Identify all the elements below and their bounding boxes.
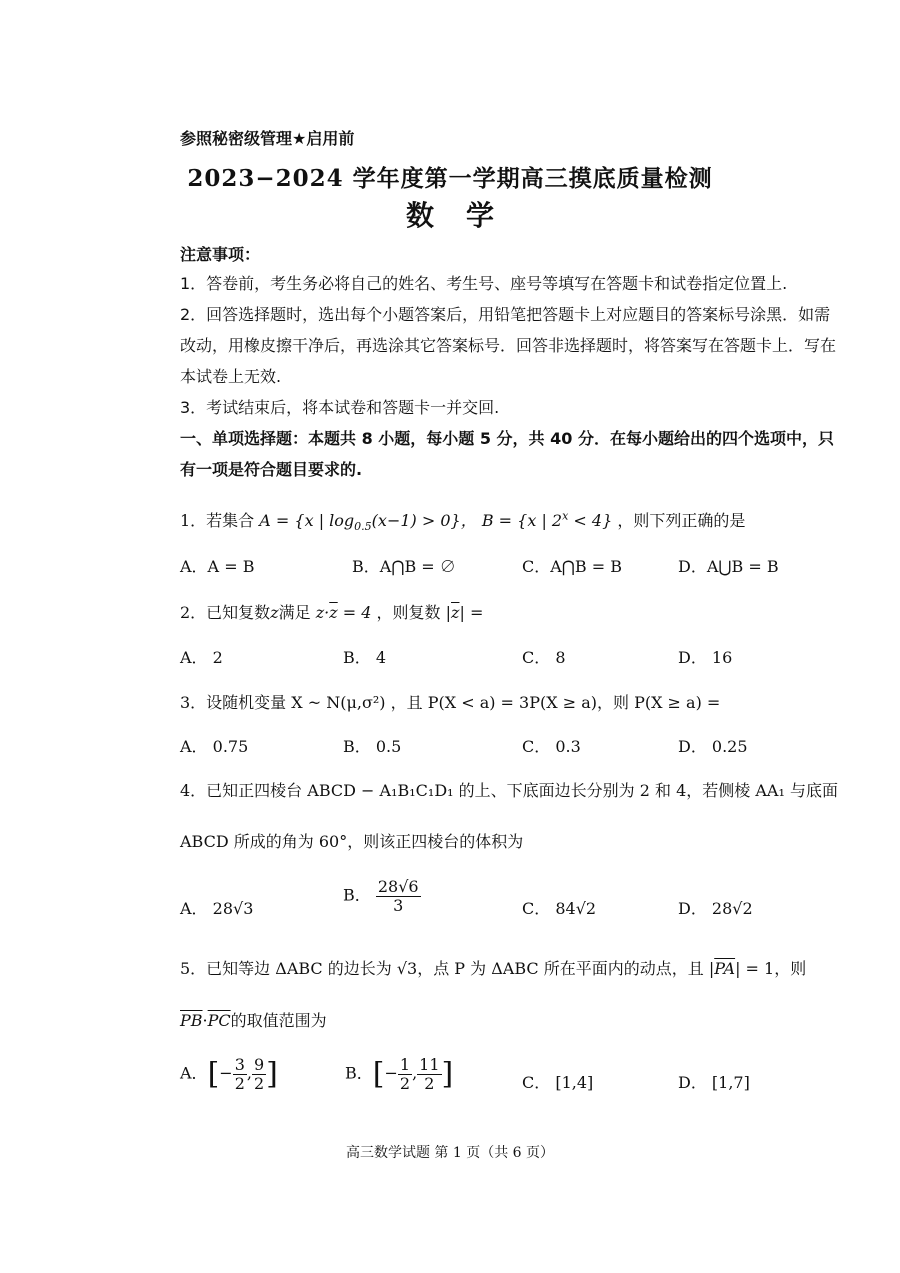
q2-option-b: B． 4 bbox=[343, 648, 387, 667]
exam-title: 2023−2024 学年度第一学期高三摸底质量检测 bbox=[187, 165, 713, 192]
page-footer: 高三数学试题 第 1 页（共 6 页） bbox=[345, 1145, 555, 1161]
question-5-line-1: 5．已知等边 ΔABC 的边长为 √3，点 P 为 ΔABC 所在平面内的动点，且 $|\overline{PA}| = 1$，则 bbox=[180, 959, 807, 978]
section-heading: 一、单项选择题：本题共 8 小题，每小题 5 分，共 40 分．在每小题给出的四个选项中，只有一项是符合题目要求的. bbox=[180, 429, 834, 479]
q3-option-d: D． 0.25 bbox=[678, 737, 748, 756]
q5-option-a: A．[− $\frac{3}{2}$ , $\frac{9}{2}$ ] bbox=[180, 1055, 278, 1093]
notice-item-1: 1．答卷前，考生务必将自己的姓名、考生号、座号等填写在答题卡和试卷指定位置上. bbox=[180, 274, 788, 293]
q2-option-c: C． 8 bbox=[522, 648, 566, 667]
q4-option-a: A． 28√3 bbox=[180, 899, 254, 918]
notice-item-3: 3．考试结束后，将本试卷和答题卡一并交回. bbox=[180, 398, 500, 417]
subject-title: 数 学 bbox=[405, 199, 495, 232]
question-2: 2．已知复数z满足 $z\cdot\overline{z} = 4$ ，则复数 $|\overline{z}|$ = bbox=[180, 603, 484, 622]
notice-item-2: 2．回答选择题时，选出每个小题答案后，用铅笔把答题卡上对应题目的答案标号涂黑．如需改动，用橡皮擦干净后，再选涂其它答案标号．回答非选择题时，将答案写在答题卡上．写在本试卷上无效. bbox=[180, 305, 837, 386]
question-4-line-1: 4．已知正四棱台 ABCD − A₁B₁C₁D₁ 的上、下底面边长分别为 2 和 4，若侧棱 AA₁ 与底面 bbox=[180, 781, 838, 800]
confidentiality-label: 参照秘密级管理★启用前 bbox=[180, 129, 355, 148]
question-3: 3．设随机变量 X ~ N(μ,σ²) ，且 P(X < a) = 3P(X ≥ a)，则 P(X ≥ a) = bbox=[180, 693, 721, 712]
q5-option-d: D． [1,7] bbox=[678, 1073, 750, 1092]
q1-option-a: A．A = B bbox=[180, 557, 255, 576]
q1-option-d: D．A⋃B = B bbox=[678, 557, 779, 576]
question-4-line-2: ABCD 所成的角为 60°，则该正四棱台的体积为 bbox=[180, 832, 524, 851]
q3-option-c: C． 0.3 bbox=[522, 737, 581, 756]
q1-option-c: C．A⋂B = B bbox=[522, 557, 623, 576]
q2-option-a: A． 2 bbox=[180, 648, 223, 667]
q1-option-b: B．A⋂B = ∅ bbox=[352, 557, 456, 576]
q4-option-b: B． $\frac{28√6}{3}$ bbox=[343, 877, 419, 915]
q3-option-b: B． 0.5 bbox=[343, 737, 402, 756]
q4-option-c: C． 84√2 bbox=[522, 899, 597, 918]
question-5-line-2: $\overline{PB}\cdot\overline{PC}$的取值范围为 bbox=[180, 1011, 327, 1030]
q5-option-c: C． [1,4] bbox=[522, 1073, 594, 1092]
q4-option-d: D． 28√2 bbox=[678, 899, 753, 918]
q3-option-a: A． 0.75 bbox=[180, 737, 249, 756]
notice-heading: 注意事项： bbox=[180, 245, 261, 264]
q5-option-b: B．[− $\frac{1}{2}$ , $\frac{11}{2}$ ] bbox=[345, 1055, 454, 1093]
question-1: 1．若集合 A = {x | $\log_{0.5}(x-1) > 0$}， B = {x | $2^x < 4$} ，则下列正确的是 bbox=[180, 509, 746, 534]
q2-option-d: D． 16 bbox=[678, 648, 733, 667]
